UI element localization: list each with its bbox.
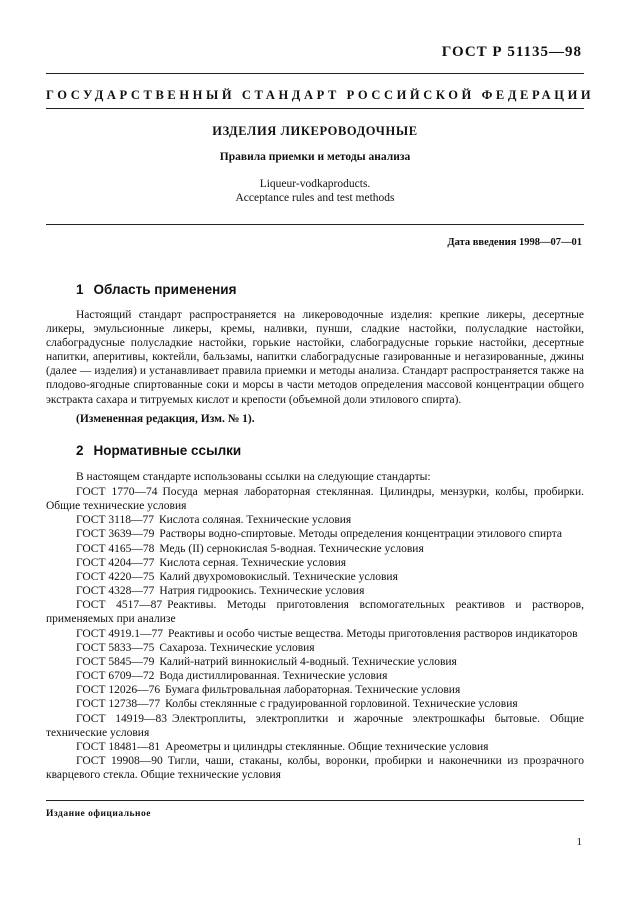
reference-title: Реактивы и особо чистые вещества. Методы приготовления растворов индикаторов: [168, 627, 578, 640]
header-rule-bottom: [46, 108, 584, 109]
reference-item: [46, 556, 584, 570]
reference-code: ГОСТ 4204—77: [76, 556, 155, 569]
reference-item: [46, 513, 584, 527]
reference-code: ГОСТ 4328—77: [76, 585, 155, 598]
english-title: Liqueur-vodkaproducts.: [259, 178, 371, 190]
reference-title: Колбы стеклянные с градуированной горловиной. Технические условия: [165, 698, 518, 711]
reference-code: ГОСТ 3639—79: [76, 528, 155, 541]
edition-label: Издание официальное: [46, 809, 152, 819]
section-2-number: 2: [76, 443, 84, 458]
reference-item: [46, 570, 584, 584]
reference-title: Ареометры и цилиндры стеклянные. Общие технические условия: [165, 740, 489, 753]
reference-item: [46, 655, 584, 669]
reference-code: ГОСТ 3118—77: [76, 514, 154, 527]
reference-item: [46, 754, 584, 782]
reference-code: ГОСТ 5833—75: [76, 641, 155, 654]
reference-item: [46, 584, 584, 598]
reference-code: ГОСТ 4919.1—77: [76, 627, 164, 640]
reference-item: [46, 669, 584, 683]
page-number: 1: [576, 836, 582, 848]
english-subtitle: Acceptance rules and test methods: [235, 192, 395, 204]
reference-item: [46, 527, 584, 541]
references-intro: В настоящем стандарте использованы ссылки на следующие стандарты:: [76, 471, 431, 483]
reference-code: ГОСТ 1770—74: [76, 486, 158, 498]
reference-item: [46, 598, 584, 626]
title-rule: [46, 224, 584, 225]
reference-item: [46, 712, 584, 740]
reference-code: ГОСТ 14919—83: [76, 712, 167, 725]
section-2-heading: [76, 443, 241, 458]
reference-code: ГОСТ 4220—75: [76, 570, 155, 583]
reference-title: Медь (II) сернокислая 5-водная. Технические условия: [159, 542, 424, 555]
section-2-title: Нормативные ссылки: [93, 443, 242, 458]
section-1-title: Область применения: [93, 282, 237, 297]
section-1-number: 1: [76, 282, 84, 297]
document-title: ИЗДЕЛИЯ ЛИКЕРОВОДОЧНЫЕ: [212, 124, 418, 138]
reference-item: [46, 542, 584, 556]
reference-item: [46, 641, 584, 655]
reference-item: [46, 485, 584, 513]
reference-title: Сахароза. Технические условия: [159, 641, 315, 654]
standard-number: ГОСТ Р 51135—98: [441, 44, 582, 60]
header-rule-top: [46, 73, 584, 74]
state-standard-banner: ГОСУДАРСТВЕННЫЙ СТАНДАРТ РОССИЙСКОЙ ФЕДЕРАЦИИ: [46, 88, 595, 102]
footer-rule: [46, 800, 584, 801]
reference-title: Тигли, чаши, стаканы, колбы, воронки, пробирки и наконечники из прозрачного кварцевого стекла. Общие технические условия: [46, 754, 584, 782]
reference-title: Растворы водно-спиртовые. Методы определения концентрации этилового спирта: [159, 528, 562, 541]
introduction-date: Дата введения 1998—07—01: [447, 237, 582, 248]
reference-code: ГОСТ 19908—90: [76, 754, 163, 767]
reference-code: ГОСТ 12026—76: [76, 684, 161, 697]
section-1-paragraph: Настоящий стандарт распространяется на ликероводочные изделия: крепкие ликеры, десертные ликеры, эмульсионные ликеры, кремы, наливки, пунши, сладкие настойки, полусладкие настойки, слабоградусные полусладкие настойки, горькие настойки, слабоградусные горькие настойки, десертные напитки, аперитивы, коктейли, бальзамы, напитки слабоградусные газированные и негазированные, джины (далее — изделия) и устанавливает правила приемки и методы анализа. Стандарт распространяется также на плодово-ягодные спиртованные соки и морсы в части методов определения массовой концентрации общего экстракта сахара и титруемых кислот и крепости (объемной доли этилового спирта).: [46, 309, 584, 406]
reference-title: Кислота соляная. Технические условия: [158, 514, 352, 527]
reference-item: [46, 697, 584, 711]
reference-title: Калий двухромовокислый. Технические условия: [159, 570, 398, 583]
reference-code: ГОСТ 5845—79: [76, 655, 155, 668]
references-list: [46, 485, 584, 782]
reference-title: Кислота серная. Технические условия: [159, 556, 347, 569]
reference-code: ГОСТ 4165—78: [76, 542, 155, 555]
reference-item: [46, 627, 584, 641]
reference-title: Бумага фильтровальная лабораторная. Технические условия: [165, 684, 461, 697]
reference-code: ГОСТ 4517—87: [76, 599, 163, 612]
reference-code: ГОСТ 18481—81: [76, 740, 161, 753]
reference-code: ГОСТ 12738—77: [76, 698, 161, 711]
reference-title: Вода дистиллированная. Технические условия: [159, 670, 388, 683]
reference-title: Реактивы. Методы приготовления вспомогательных реактивов и растворов, применяемых при анализе: [46, 599, 584, 626]
amendment-note: (Измененная редакция, Изм. № 1).: [76, 413, 255, 425]
reference-title: Электроплиты, электроплитки и жарочные электрошкафы бытовые. Общие технические условия: [46, 712, 584, 739]
document-subtitle: Правила приемки и методы анализа: [219, 151, 411, 163]
reference-code: ГОСТ 6709—72: [76, 670, 155, 683]
section-1-heading: [76, 282, 236, 297]
reference-title: Калий-натрий виннокислый 4-водный. Технические условия: [159, 655, 457, 668]
reference-item: [46, 683, 584, 697]
reference-title: Натрия гидроокись. Технические условия: [159, 585, 365, 598]
reference-title: Посуда мерная лабораторная стеклянная. Цилиндры, мензурки, колбы, пробирки. Общие технические условия: [46, 486, 584, 513]
reference-item: [46, 740, 584, 754]
